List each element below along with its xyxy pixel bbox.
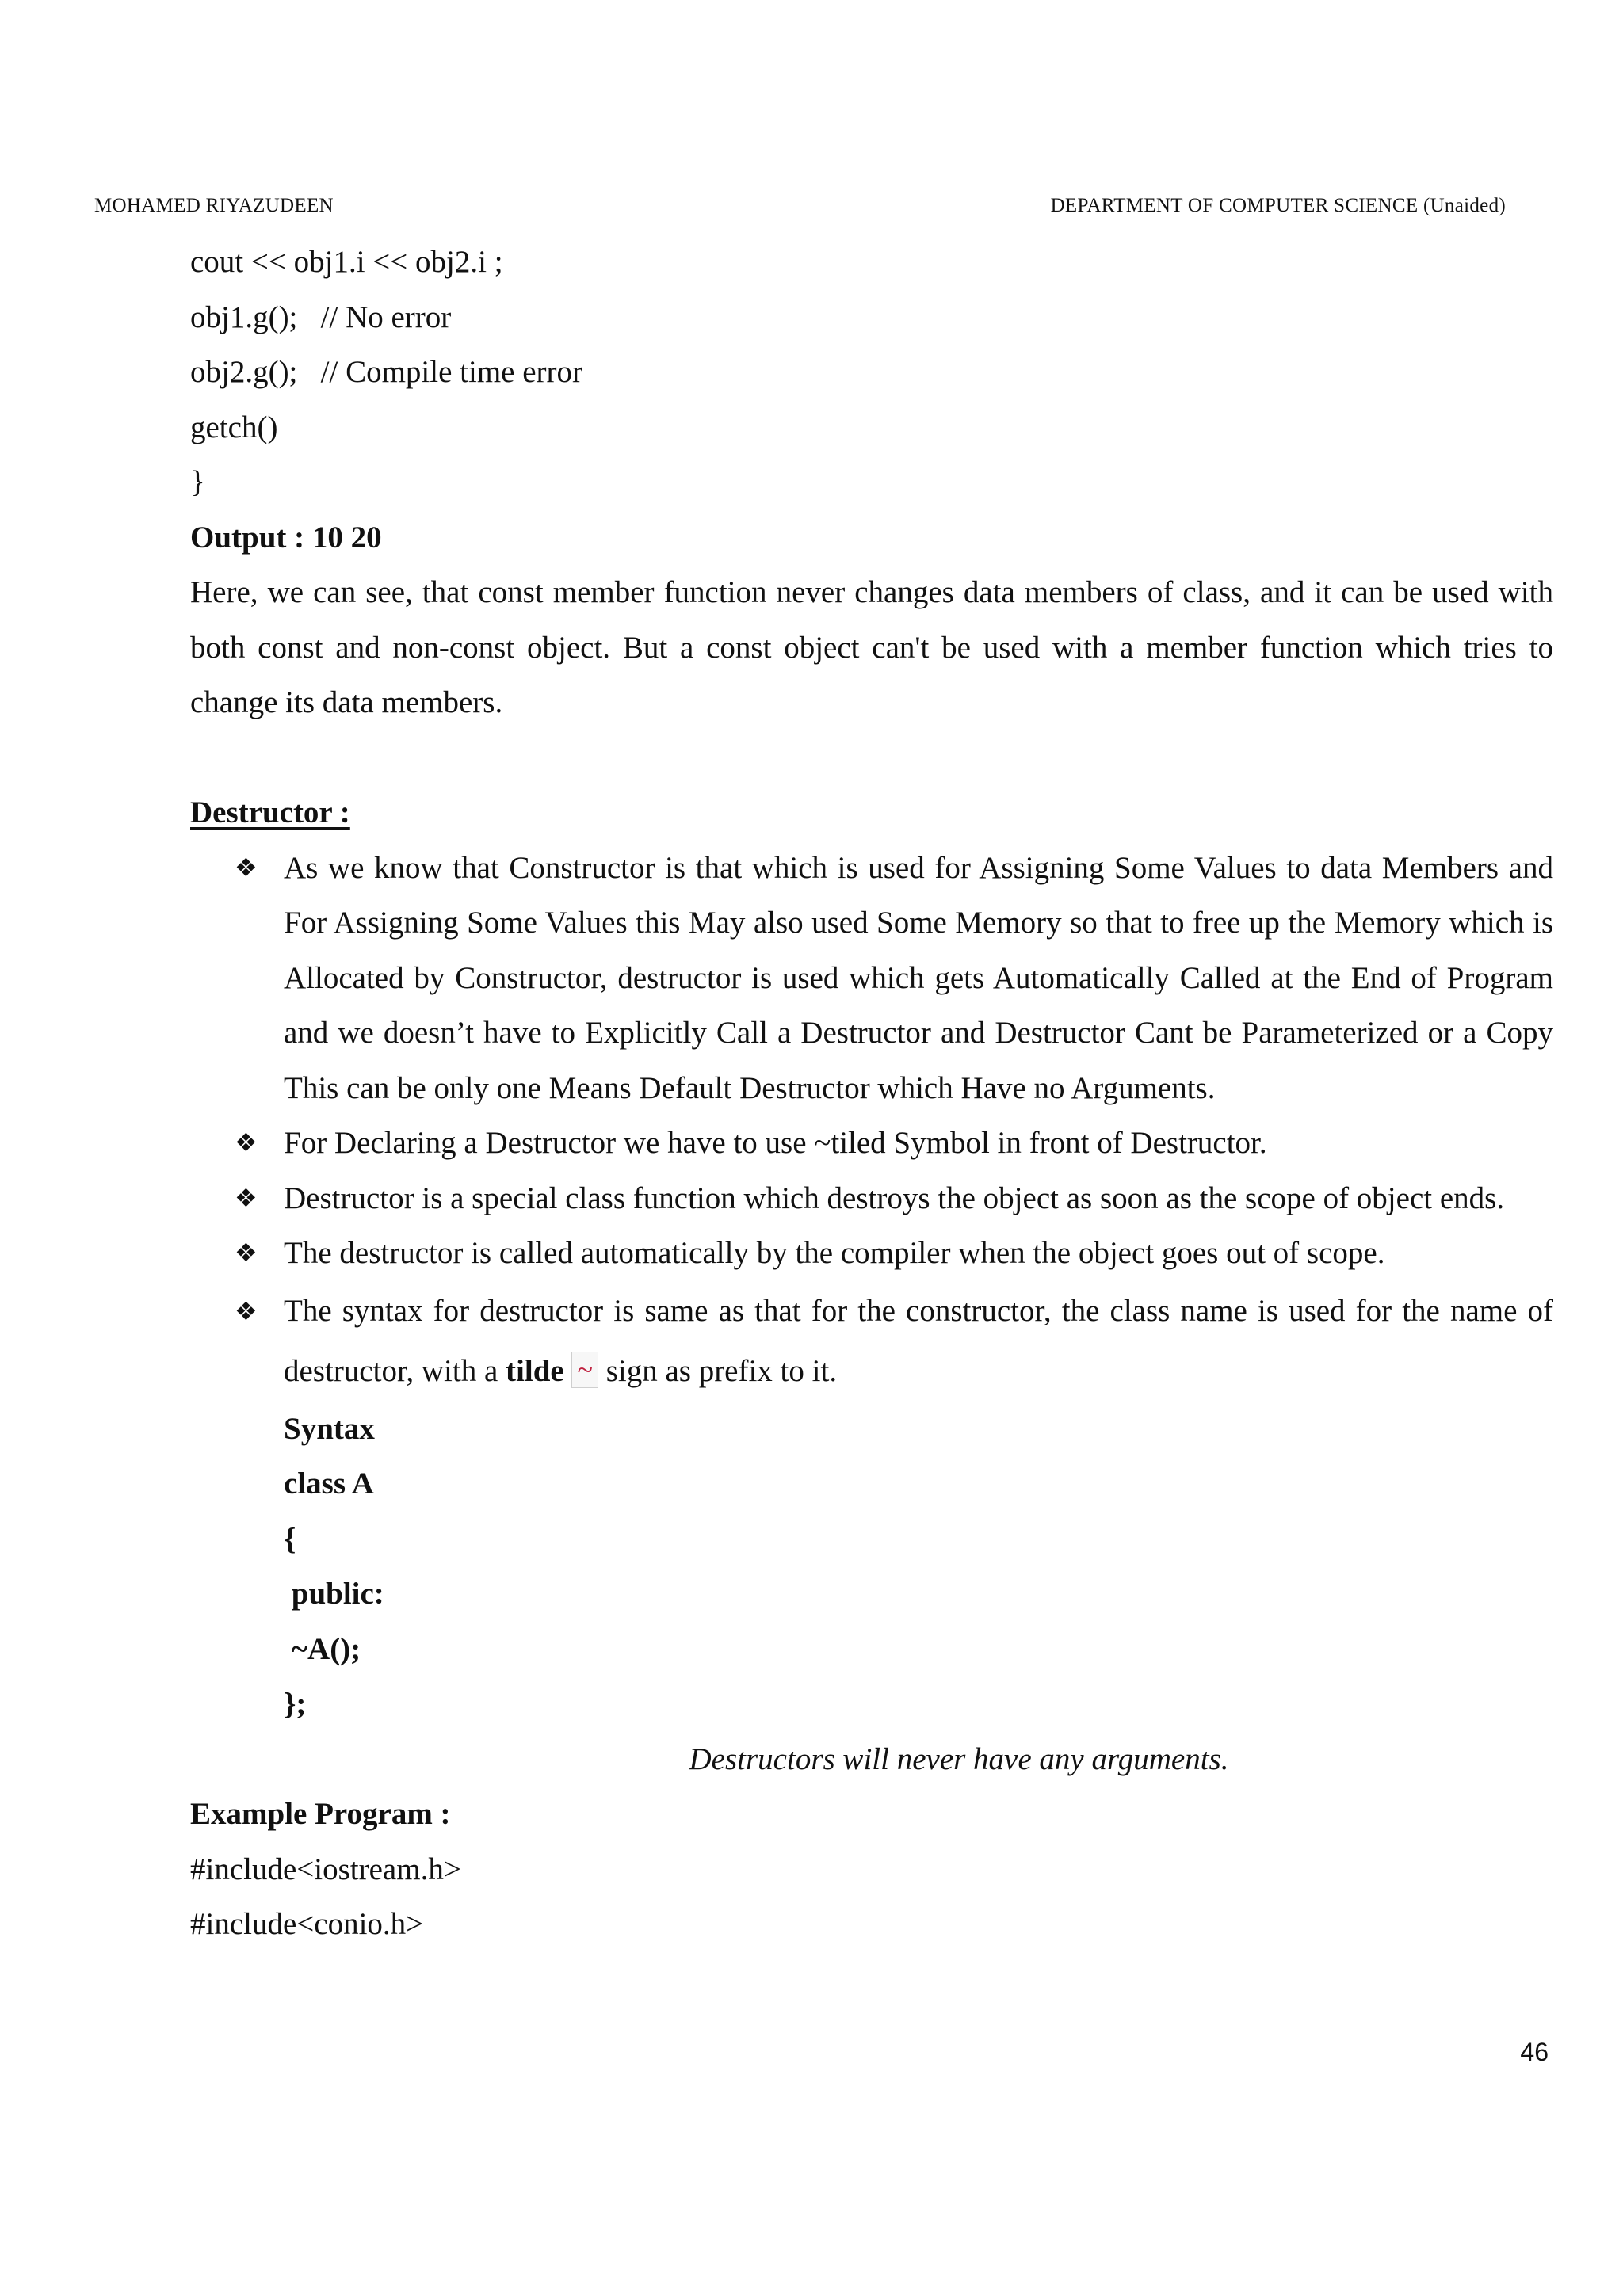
bullet-text: Destructor is a special class function which destroys the object as soon as the scope of object ends. — [284, 1180, 1505, 1215]
syntax-line: { — [284, 1521, 296, 1556]
page-content — [190, 235, 1553, 1952]
destructor-heading: Destructor : — [190, 795, 350, 830]
page-number: 46 — [1520, 2038, 1549, 2066]
bullet-text: As we know that Constructor is that which is used for Assigning Some Values to data Members and For Assigning Some Values this May also used Some Memory so that to free up the Memory which is Allocated by Constructor, destructor is used which gets Automatically Called at the End of Program and we doesn’t have to Explicitly Call a Destructor and Destructor Cant be Parameterized or a Copy This can be only one Means Default Destructor which Have no Arguments. — [284, 850, 1553, 1105]
syntax-line: }; — [284, 1687, 307, 1721]
diamond-bullet-icon: ❖ — [235, 1295, 258, 1326]
code-line: #include<iostream.h> — [190, 1852, 461, 1886]
syntax-line: class A — [284, 1466, 374, 1501]
code-line: cout << obj1.i << obj2.i ; — [190, 245, 503, 279]
bullet-text: The syntax for destructor is same as that for the constructor, the class name is used for the name of destructor, with a — [284, 1293, 1553, 1388]
tilde-symbol: ~ — [571, 1352, 598, 1388]
header-department: DEPARTMENT OF COMPUTER SCIENCE (Unaided) — [1050, 195, 1506, 216]
diamond-bullet-icon: ❖ — [235, 852, 258, 883]
caption: Destructors will never have any arguments. — [689, 1741, 1229, 1776]
code-line: } — [190, 465, 205, 499]
bullet-bold-term: tilde — [506, 1353, 564, 1388]
list-item — [190, 1171, 1553, 1226]
header-author: MOHAMED RIYAZUDEEN — [94, 195, 334, 216]
syntax-block — [190, 1402, 1553, 1732]
diamond-bullet-icon: ❖ — [235, 1182, 258, 1213]
syntax-line: ~A(); — [284, 1631, 361, 1666]
code-line: getch() — [190, 410, 278, 444]
list-item — [190, 1281, 1553, 1402]
code-line: #include<conio.h> — [190, 1907, 424, 1941]
bullet-text: The destructor is called automatically by the compiler when the object goes out of scope. — [284, 1236, 1385, 1270]
syntax-line: Syntax — [284, 1411, 375, 1446]
intro-paragraph: Here, we can see, that const member function never changes data members of class, and it can be used with both const and non-const object. But a const object can't be used with a member function which tries to change its data members. — [190, 575, 1553, 719]
output-line: Output : 10 20 — [190, 520, 382, 555]
bullet-text: sign as prefix to it. — [598, 1353, 838, 1388]
code-line: obj1.g(); // No error — [190, 299, 452, 334]
code-line: obj2.g(); // Compile time error — [190, 355, 582, 389]
diamond-bullet-icon: ❖ — [235, 1238, 258, 1268]
list-item — [190, 1226, 1553, 1281]
bullet-text: For Declaring a Destructor we have to use ~tiled Symbol in front of Destructor. — [284, 1126, 1267, 1160]
destructor-bullet-list — [190, 841, 1553, 1402]
example-heading: Example Program : — [190, 1797, 451, 1831]
list-item — [190, 841, 1553, 1116]
diamond-bullet-icon: ❖ — [235, 1127, 258, 1158]
list-item — [190, 1116, 1553, 1171]
syntax-line: public: — [284, 1577, 384, 1611]
spacer — [190, 730, 1553, 786]
